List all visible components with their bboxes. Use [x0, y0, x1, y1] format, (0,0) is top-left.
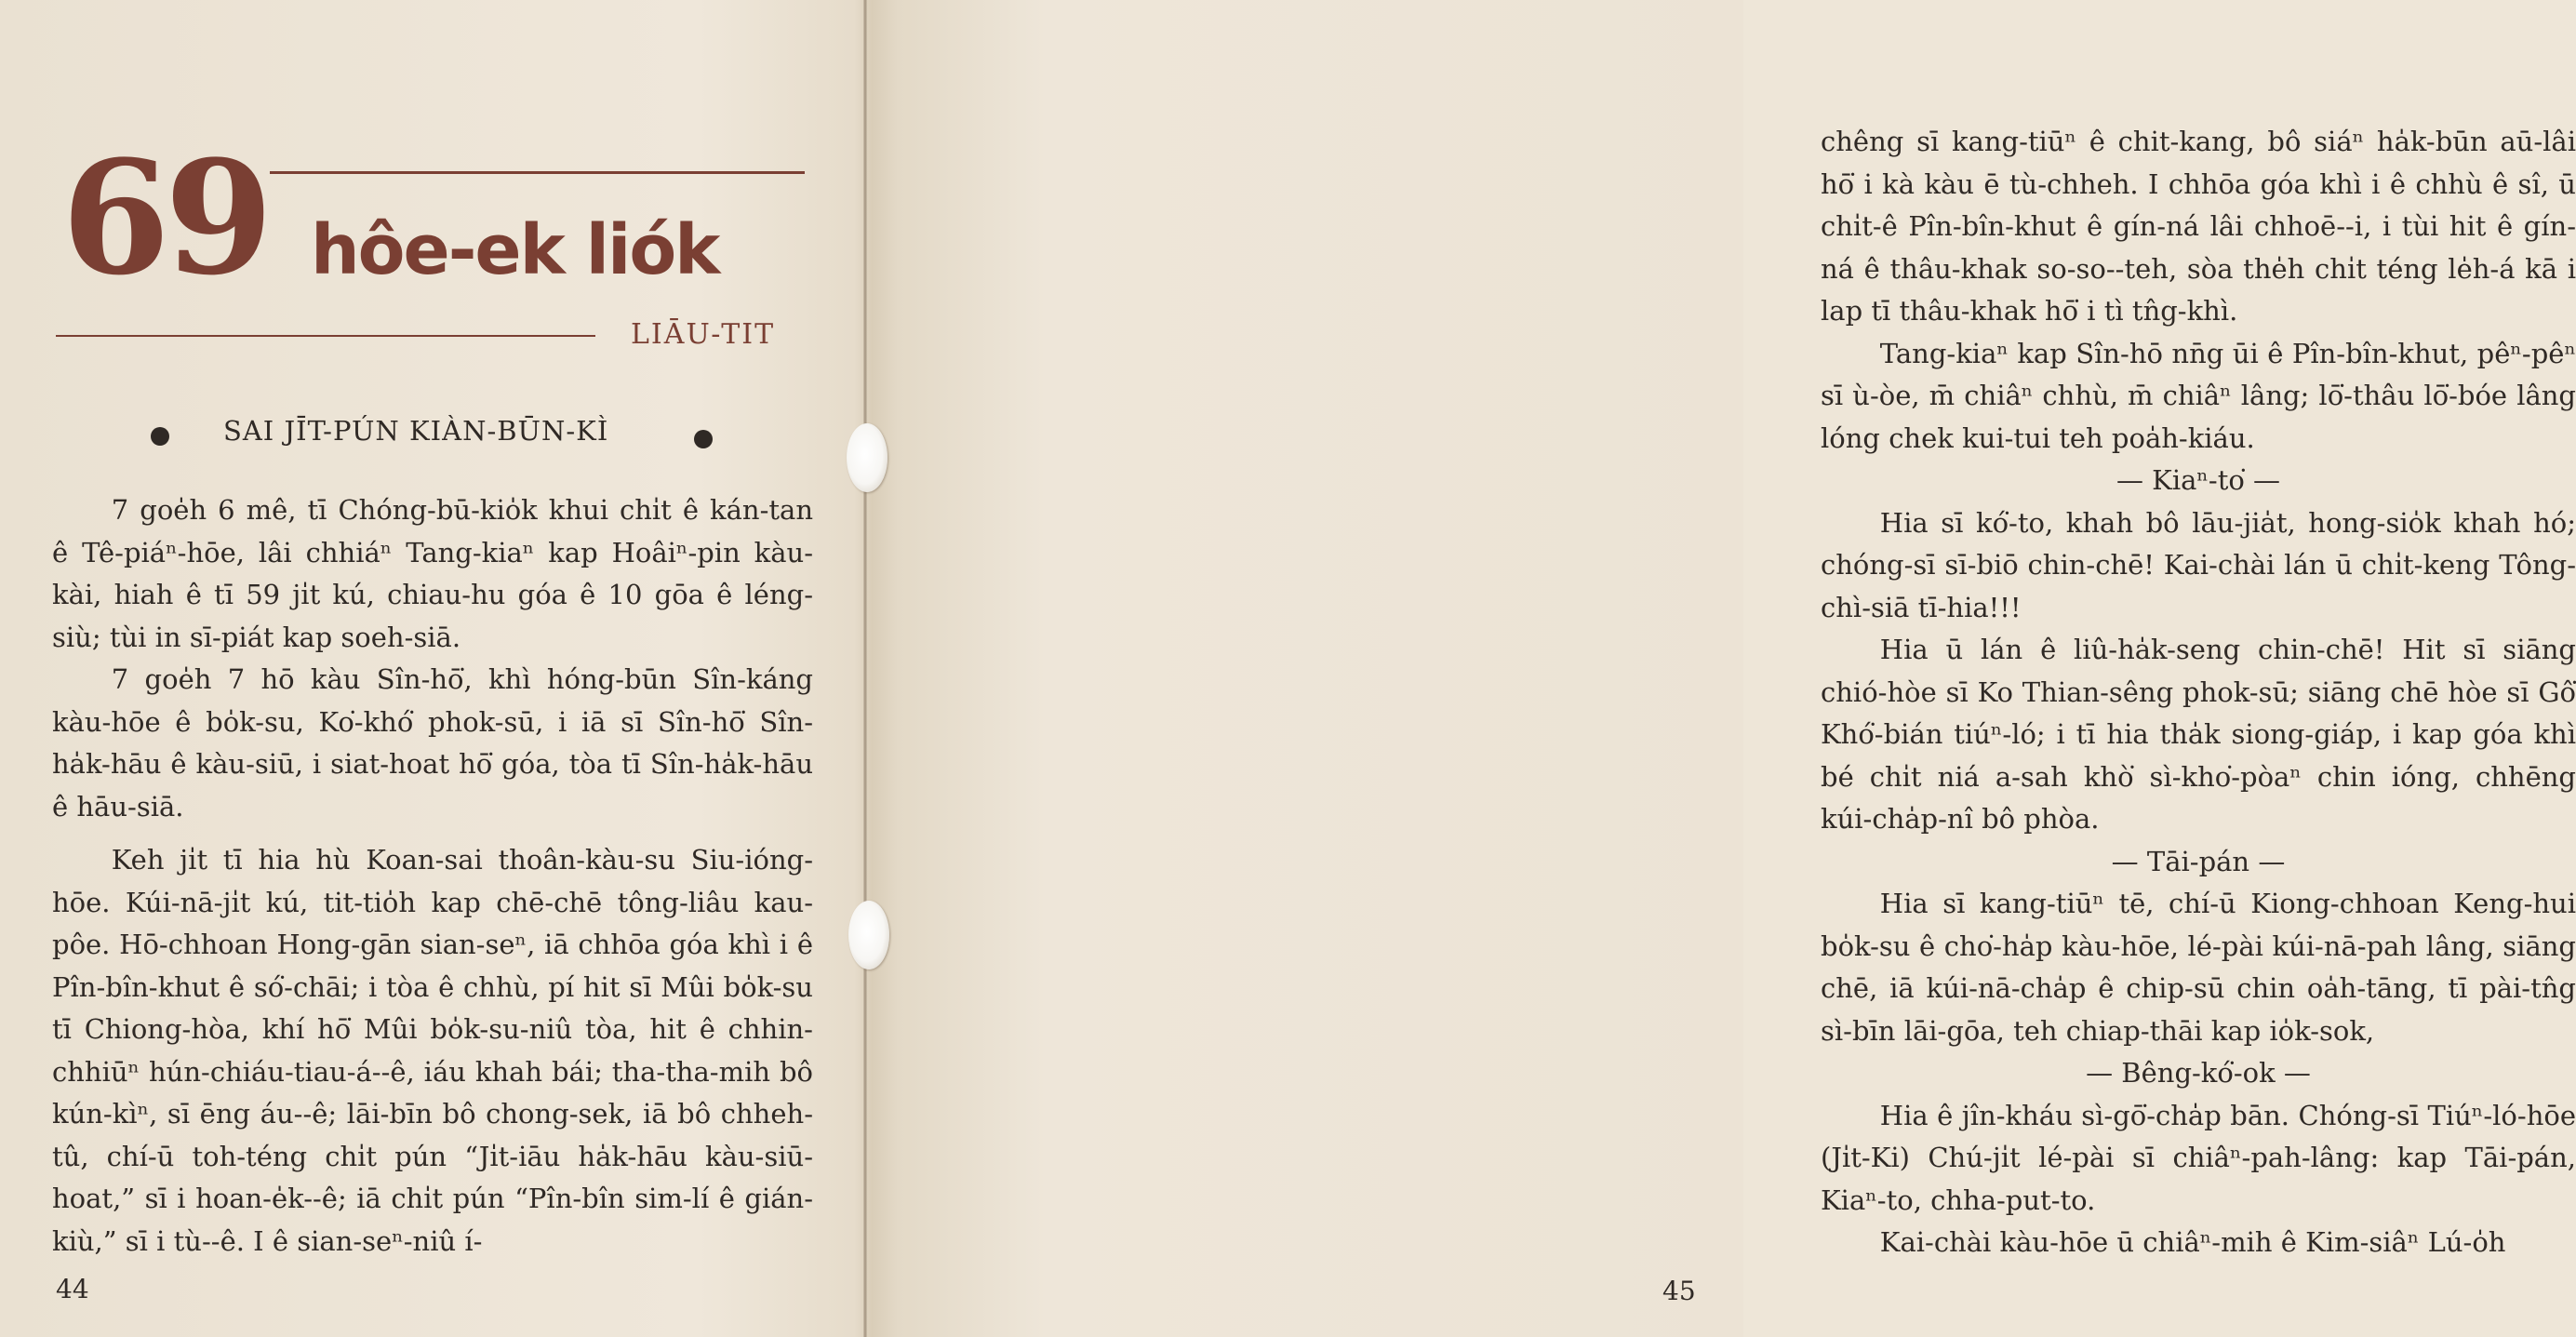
paragraph: 7 goe̍h 7 hō kàu Sîn-hō͘, khì hóng-būn Sîn-káng kàu-hōe ê bo̍k-su, Ko͘-khó͘ phok-sū, i iā sī Sîn-hō͘ Sîn-ha̍k-hāu ê kàu-siū, i siat-hoat hō͘ góa, tòa tī Sîn-ha̍k-hāu ê hāu-siā. — [52, 663, 813, 822]
right-body-text — [1821, 121, 2576, 1264]
subheading: — Kiaⁿ-to͘ — — [2116, 464, 2281, 496]
paragraph: Hia ū lán ê liû-ha̍k-seng chin-chē! Hit sī siāng chió-hòe sī Ko Thian-sêng phok-sū; siāng chē hòe sī Gô͘ Khó͘-bián tiúⁿ-ló; i tī hia tha̍k siong-giáp, i kap góa khì bé chi̍t niá a-sah khò͘ sì-kho͘-pòaⁿ chin ióng, chhēng kúi-cha̍p-nî bô phòa. — [1821, 634, 2576, 835]
paragraph: Hia sī kang-tiūⁿ tē, chí-ū Kiong-chhoan Keng-hui bo̍k-su ê cho͘-ha̍p kàu-hōe, lé-pài kúi-nā-pah lâng, siāng chē, iā kúi-nā-cha̍p ê chip-sū chin oa̍h-tāng, tī pài-tn̂g sì-bīn lāi-gōa, teh chiap-thāi kap io̍k-sok, — [1821, 888, 2576, 1047]
page-number-left: 44 — [56, 1274, 89, 1304]
page-number-right: 45 — [1662, 1276, 1696, 1306]
paragraph: Hia sī kó͘-to, khah bô lāu-jia̍t, hong-sio̍k khah hó; chóng-sī sī-biō chin-chē! Kai-chài lán ū chi̍t-keng Tông-chì-siā tī-hia!!! — [1821, 506, 2576, 623]
section-heading: SAI JĪT-PÚN KIÀN-BŪN-KÌ — [223, 415, 609, 447]
subheading: — Tāi-pán — — [2111, 845, 2286, 877]
chapter-rule-bottom — [56, 335, 595, 337]
binding-hole — [848, 901, 889, 969]
right-page — [870, 0, 2576, 1337]
paragraph: Hia ê jîn-kháu sì-gō͘-cha̍p bān. Chóng-sī Tiúⁿ-ló-hōe (Ji̍t-Ki) Chú-ji̍t lé-pài sī chiâⁿ-pah-lâng: kap Tāi-pán, Kiaⁿ-to, chha-put-to. — [1821, 1099, 2576, 1216]
paragraph: Kai-chài kàu-hōe ū chiâⁿ-mih ê Kim-siâⁿ Lú-o̍h — [1879, 1226, 2506, 1258]
author-name: LIĀU-TIT — [631, 318, 776, 351]
chapter-number: 69 — [61, 126, 268, 310]
paragraph: chêng sī kang-tiūⁿ ê chit-kang, bô siáⁿ ha̍k-būn aū-lâi hō͘ i kà kàu ē tù-chheh. I chhōa góa khì i ê chhù ê sî, ū chi̍t-ê Pîn-bîn-khut ê gín-ná lâi chhoē--i, i tùi hit ê gín-ná ê thâu-khak so-so--teh, sòa the̍h chi̍t téng le̍h-á kā i lap tī thâu-khak hō͘ i tì tn̂g-khì. — [1821, 126, 2576, 327]
paragraph: Tang-kiaⁿ kap Sîn-hō nn̄g ūi ê Pîn-bîn-khut, pêⁿ-pêⁿ sī ù-òe, m̄ chiâⁿ chhù, m̄ chiâⁿ lâng; lō͘-thâu lō͘-bóe lâng lóng chek kui-tui teh poa̍h-kiáu. — [1821, 337, 2576, 454]
chapter-title: hôe-ek liók — [311, 210, 719, 290]
paragraph: Keh ji̍t tī hia hù Koan-sai thoân-kàu-su Siu-ióng-hōe. Kúi-nā-ji̍t kú, tit-tio̍h kap chē-chē tông-liâu kau-pôe. Hō-chhoan Hong-gān sian-seⁿ, iā chhōa góa khì i ê Pîn-bîn-khut ê só͘-chāi; i tòa ê chhù, pí hit sī Mûi bo̍k-su tī Chiong-hòa, khí hō͘ Mûi bo̍k-su-niû tòa, hit ê chhin-chhiūⁿ hún-chiáu-tiau-á--ê, iáu khah bái; tha-tha-mih bô kún-kìⁿ, sī ēng áu--ê; lāi-bīn bô chong-sek, iā bô chheh-tû, chí-ū toh-téng chi̍t pún “Ji̍t-iāu ha̍k-hāu kàu-siū-hoat,” sī i hoan-e̍k--ê; iā chi̍t pún “Pîn-bîn sim-lí ê gián-kiù,” sī i tù--ê. I ê sian-seⁿ-niû í- — [52, 844, 813, 1257]
subheading: — Bêng-kó͘-ok — — [2086, 1057, 2311, 1089]
left-body-text — [52, 489, 813, 1263]
paragraph: 7 goe̍h 6 mê, tī Chóng-bū-kio̍k khui chi̍t ê kán-tan ê Tê-piáⁿ-hōe, lâi chhiáⁿ Tang-kiaⁿ kap Hoâiⁿ-pin kàu-kài, hiah ê tī 59 ji̍t kú, chiau-hu góa ê 10 gōa ê léng-siù; tùi in sī-piát kap soeh-siā. — [52, 494, 813, 653]
chapter-rule-top — [270, 171, 805, 174]
left-page — [0, 0, 870, 1337]
bullet-icon — [151, 427, 169, 446]
bullet-icon — [694, 430, 713, 448]
binding-hole — [847, 423, 888, 492]
